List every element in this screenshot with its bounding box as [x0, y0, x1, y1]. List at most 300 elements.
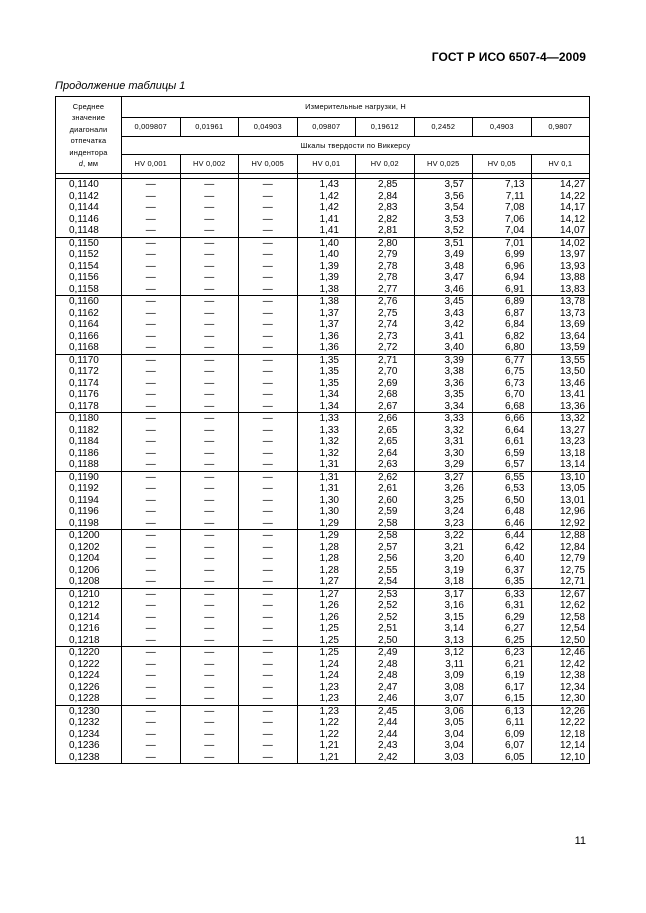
hardness-value: —: [262, 319, 273, 330]
hardness-value: 2,61: [378, 483, 398, 494]
hardness-value: 12,42: [560, 658, 586, 670]
hardness-value: —: [145, 260, 156, 272]
hardness-value: 3,53: [444, 213, 464, 225]
hardness-value: 13,93: [560, 260, 586, 272]
hardness-value: 1,35: [319, 366, 339, 377]
diagonal-value: 0,1158: [69, 283, 99, 295]
hardness-value: —: [145, 354, 156, 366]
hardness-value: 14,02: [560, 237, 586, 249]
hardness-value: 13,59: [560, 342, 586, 353]
hardness-value: —: [262, 225, 273, 236]
table-row-group: [56, 471, 590, 530]
hardness-value: 1,38: [319, 283, 339, 295]
hardness-value: 13,10: [560, 471, 586, 483]
cell-hv025: [414, 179, 473, 238]
hardness-value: 12,79: [560, 553, 586, 564]
cell-hv01: [297, 296, 356, 355]
hardness-value: 2,60: [378, 494, 398, 506]
hardness-value: —: [145, 179, 156, 190]
hardness-value: 3,38: [444, 366, 464, 377]
hardness-value: —: [204, 237, 215, 249]
hardness-value: —: [204, 225, 215, 236]
stub-line: отпечатка: [70, 136, 107, 145]
cell-hv05: [473, 237, 532, 296]
cell-hv025: [414, 237, 473, 296]
hardness-value: —: [145, 658, 156, 670]
hardness-value: 14,12: [560, 213, 586, 225]
hardness-value: 2,63: [378, 459, 398, 470]
cell-d: [56, 354, 122, 413]
hardness-value: 3,16: [444, 600, 464, 611]
hardness-value: —: [204, 517, 215, 529]
hardness-value: —: [262, 283, 273, 295]
hardness-value: —: [262, 330, 273, 342]
hardness-value: 12,75: [560, 564, 586, 576]
hardness-value: 12,54: [560, 623, 586, 634]
hardness-value: 6,75: [505, 366, 525, 377]
diagonal-value: 0,1226: [69, 681, 100, 693]
hardness-value: 6,82: [505, 330, 525, 342]
cell-hv025: [414, 647, 473, 706]
hardness-value: 1,35: [319, 354, 339, 366]
hardness-value: 1,36: [319, 342, 339, 353]
diagonal-value: 0,1190: [69, 471, 99, 483]
hardness-value: —: [145, 751, 156, 763]
cell-hv1: [531, 530, 590, 589]
hardness-value: —: [262, 611, 273, 623]
hardness-value: 1,26: [319, 611, 339, 623]
cell-hv1: [531, 354, 590, 413]
diagonal-value: 0,1162: [69, 307, 99, 319]
hardness-value: —: [204, 658, 215, 670]
hardness-value: 1,40: [319, 249, 339, 260]
hardness-value: 13,73: [560, 307, 586, 319]
diagonal-value: 0,1208: [69, 576, 100, 587]
cell-hv1: [531, 647, 590, 706]
hardness-value: 6,57: [505, 459, 525, 470]
hardness-value: 2,76: [378, 296, 398, 307]
hardness-value: —: [145, 611, 156, 623]
hardness-value: 1,31: [319, 459, 339, 470]
diagonal-value: 0,1206: [69, 564, 100, 576]
hardness-value: —: [204, 377, 215, 389]
hardness-value: 3,12: [444, 647, 464, 658]
hardness-value: 1,32: [319, 447, 339, 459]
cell-hv001: [122, 179, 181, 238]
hardness-value: 3,08: [444, 681, 464, 693]
hardness-value: —: [262, 424, 273, 436]
hardness-value: —: [262, 447, 273, 459]
hardness-value: —: [262, 681, 273, 693]
scale-header-cell: HV 0,05: [473, 155, 532, 174]
cell-hv001: [122, 296, 181, 355]
hardness-value: —: [262, 307, 273, 319]
diagonal-value: 0,1218: [69, 634, 100, 646]
hardness-value: 6,68: [505, 400, 525, 412]
hardness-value: 13,41: [560, 389, 586, 400]
hardness-value: —: [145, 377, 156, 389]
diagonal-value: 0,1212: [69, 600, 100, 611]
hardness-value: 2,44: [378, 717, 398, 728]
hardness-value: 3,20: [444, 553, 464, 564]
hardness-value: 6,07: [505, 740, 525, 751]
hardness-value: 3,46: [444, 283, 464, 295]
hardness-value: 3,24: [444, 506, 464, 517]
load-header-cell: 0,01961: [180, 118, 239, 137]
cell-hv001: [122, 647, 181, 706]
hardness-value: 3,39: [444, 354, 464, 366]
hardness-value: —: [262, 202, 273, 213]
cell-hv005: [239, 354, 298, 413]
scale-header-cell: HV 0,01: [297, 155, 356, 174]
hardness-value: 1,23: [319, 681, 339, 693]
hardness-value: 6,50: [505, 494, 525, 506]
hardness-value: 12,38: [560, 670, 586, 681]
stub-header: [56, 97, 122, 174]
diagonal-value: 0,1186: [69, 447, 99, 459]
hardness-value: —: [262, 272, 273, 283]
hardness-value: —: [204, 553, 215, 564]
hardness-value: 3,26: [444, 483, 464, 494]
hardness-value: 3,17: [444, 588, 464, 600]
hardness-value: —: [204, 681, 215, 693]
diagonal-value: 0,1144: [69, 202, 99, 213]
hardness-value: 1,41: [319, 213, 339, 225]
hardness-value: 12,96: [560, 506, 586, 517]
cell-hv001: [122, 705, 181, 764]
diagonal-value: 0,1224: [69, 670, 100, 681]
hardness-value: —: [204, 400, 215, 412]
hardness-value: 1,30: [319, 506, 339, 517]
hardness-value: 7,04: [505, 225, 525, 236]
hardness-value: 12,92: [560, 517, 586, 529]
hardness-value: —: [204, 283, 215, 295]
hardness-value: —: [204, 413, 215, 424]
hardness-value: 14,22: [560, 190, 586, 202]
diagonal-value: 0,1140: [69, 179, 99, 190]
hardness-value: 6,29: [505, 611, 525, 623]
hardness-value: 12,18: [560, 728, 586, 740]
hardness-value: 6,25: [505, 634, 525, 646]
hardness-value: 2,51: [378, 623, 398, 634]
hardness-value: 12,30: [560, 693, 586, 704]
cell-hv002: [180, 647, 239, 706]
hardness-value: —: [145, 600, 156, 611]
hardness-value: 1,22: [319, 717, 339, 728]
hardness-value: 1,33: [319, 413, 339, 424]
hardness-value: —: [145, 190, 156, 202]
hardness-value: —: [262, 670, 273, 681]
hardness-value: 6,13: [505, 705, 525, 717]
diagonal-value: 0,1150: [69, 237, 99, 249]
hardness-value: 1,34: [319, 400, 339, 412]
cell-hv02: [356, 296, 415, 355]
cell-d: [56, 237, 122, 296]
diagonal-value: 0,1182: [69, 424, 99, 436]
hardness-value: 6,33: [505, 588, 525, 600]
hardness-value: —: [145, 389, 156, 400]
hardness-value: 3,03: [444, 751, 464, 763]
hardness-value: —: [204, 623, 215, 634]
cell-hv05: [473, 530, 532, 589]
table-row-group: [56, 588, 590, 647]
hardness-value: —: [204, 354, 215, 366]
cell-hv1: [531, 237, 590, 296]
hardness-value: 3,05: [444, 717, 464, 728]
hardness-value: —: [262, 179, 273, 190]
hardness-value: —: [204, 576, 215, 587]
hardness-value: 1,39: [319, 260, 339, 272]
hardness-value: —: [145, 705, 156, 717]
hardness-value: 6,99: [505, 249, 525, 260]
cell-hv025: [414, 354, 473, 413]
hardness-value: 1,28: [319, 553, 339, 564]
cell-hv01: [297, 647, 356, 706]
hardness-value: 6,55: [505, 471, 525, 483]
hardness-value: 13,23: [560, 436, 586, 447]
hardness-value: —: [145, 330, 156, 342]
table-row-group: [56, 237, 590, 296]
cell-hv1: [531, 705, 590, 764]
hardness-value: 3,23: [444, 517, 464, 529]
hardness-value: 6,17: [505, 681, 525, 693]
cell-hv002: [180, 296, 239, 355]
hardness-value: 3,42: [444, 319, 464, 330]
hardness-value: 1,39: [319, 272, 339, 283]
hardness-value: 3,06: [444, 705, 464, 717]
hardness-value: —: [145, 670, 156, 681]
hardness-value: 6,70: [505, 389, 525, 400]
cell-hv01: [297, 179, 356, 238]
table-row-group: [56, 647, 590, 706]
hardness-value: —: [145, 693, 156, 704]
hardness-value: —: [262, 483, 273, 494]
hardness-value: —: [262, 634, 273, 646]
cell-hv002: [180, 471, 239, 530]
hardness-value: —: [204, 647, 215, 658]
cell-hv01: [297, 705, 356, 764]
hardness-value: 1,24: [319, 658, 339, 670]
hardness-value: 12,58: [560, 611, 586, 623]
hardness-value: 2,73: [378, 330, 398, 342]
cell-hv025: [414, 588, 473, 647]
hardness-value: 3,32: [444, 424, 464, 436]
hardness-value: 6,96: [505, 260, 525, 272]
cell-hv02: [356, 530, 415, 589]
stub-unit-symbol: d: [78, 159, 84, 168]
hardness-value: 3,04: [444, 728, 464, 740]
hardness-value: 6,89: [505, 296, 525, 307]
hardness-value: —: [262, 553, 273, 564]
hardness-value: —: [204, 366, 215, 377]
cell-hv002: [180, 179, 239, 238]
hardness-value: 6,31: [505, 600, 525, 611]
diagonal-value: 0,1196: [69, 506, 99, 517]
cell-hv1: [531, 413, 590, 472]
hardness-value: 1,28: [319, 541, 339, 553]
hardness-value: —: [262, 213, 273, 225]
hardness-value: —: [204, 296, 215, 307]
hardness-value: 1,24: [319, 670, 339, 681]
hardness-value: 1,27: [319, 588, 339, 600]
hardness-value: 3,51: [444, 237, 464, 249]
cell-hv001: [122, 471, 181, 530]
hardness-value: 2,71: [378, 354, 398, 366]
stub-line: индентора: [69, 147, 108, 157]
cell-d: [56, 705, 122, 764]
hardness-value: 2,67: [378, 400, 398, 412]
hardness-value: 2,52: [378, 600, 398, 611]
hardness-value: —: [262, 705, 273, 717]
cell-hv005: [239, 588, 298, 647]
hardness-value: 6,64: [505, 424, 525, 436]
hardness-value: 3,04: [444, 740, 464, 751]
hardness-value: —: [145, 483, 156, 494]
cell-hv002: [180, 354, 239, 413]
hardness-value: —: [262, 377, 273, 389]
cell-hv002: [180, 413, 239, 472]
cell-hv05: [473, 705, 532, 764]
hardness-value: 12,26: [560, 705, 586, 717]
hardness-value: 12,71: [560, 576, 586, 587]
hardness-value: 1,36: [319, 330, 339, 342]
hardness-value: —: [204, 213, 215, 225]
hardness-value: 13,50: [560, 366, 586, 377]
hardness-value: —: [262, 541, 273, 553]
hardness-value: 2,43: [378, 740, 398, 751]
hardness-value: 2,48: [378, 658, 398, 670]
hardness-value: 2,66: [378, 413, 398, 424]
hardness-value: 1,29: [319, 517, 339, 529]
hardness-value: 6,46: [505, 517, 525, 529]
hardness-value: 6,35: [505, 576, 525, 587]
hardness-value: 3,45: [444, 296, 464, 307]
diagonal-value: 0,1232: [69, 717, 100, 728]
hardness-value: 6,59: [505, 447, 525, 459]
hardness-value: 2,45: [378, 705, 398, 717]
hardness-value: 3,11: [445, 658, 464, 670]
hardness-value: 1,21: [319, 740, 339, 751]
diagonal-value: 0,1142: [69, 190, 99, 202]
hardness-value: 2,68: [378, 389, 398, 400]
hardness-value: —: [262, 693, 273, 704]
cell-hv002: [180, 705, 239, 764]
hardness-value: —: [145, 541, 156, 553]
hardness-value: —: [262, 576, 273, 587]
hardness-value: —: [145, 447, 156, 459]
hardness-value: 1,31: [319, 483, 339, 494]
hardness-value: —: [145, 342, 156, 353]
diagonal-value: 0,1230: [69, 705, 100, 717]
hardness-value: 2,52: [378, 611, 398, 623]
cell-hv025: [414, 413, 473, 472]
hardness-value: 6,09: [505, 728, 525, 740]
document-standard-header: ГОСТ Р ИСО 6507-4—2009: [431, 50, 586, 64]
hardness-value: —: [145, 576, 156, 587]
hardness-value: 2,72: [378, 342, 398, 353]
hardness-value: 1,21: [319, 751, 339, 763]
hardness-value: —: [262, 530, 273, 541]
hardness-value: —: [204, 436, 215, 447]
hardness-value: 2,62: [378, 471, 398, 483]
hardness-value: —: [262, 728, 273, 740]
hardness-value: 6,48: [505, 506, 525, 517]
hardness-value: 7,06: [505, 213, 525, 225]
hardness-value: —: [204, 190, 215, 202]
hardness-value: —: [204, 330, 215, 342]
hardness-value: —: [145, 319, 156, 330]
hardness-value: 2,57: [378, 541, 398, 553]
hardness-value: 3,54: [444, 202, 464, 213]
hardness-value: —: [262, 658, 273, 670]
cell-hv001: [122, 237, 181, 296]
hardness-value: —: [262, 400, 273, 412]
hardness-value: 12,88: [560, 530, 586, 541]
hardness-value: 6,05: [505, 751, 525, 763]
hardness-value: 3,25: [444, 494, 464, 506]
hardness-value: —: [145, 272, 156, 283]
cell-hv005: [239, 471, 298, 530]
hardness-value: —: [204, 202, 215, 213]
hardness-value: 3,19: [444, 564, 464, 576]
cell-hv1: [531, 179, 590, 238]
hardness-value: 2,55: [378, 564, 398, 576]
table-body: [56, 174, 590, 764]
hardness-value: —: [262, 517, 273, 529]
hardness-value: —: [145, 307, 156, 319]
hardness-value: 2,56: [378, 553, 398, 564]
hardness-value: 2,46: [378, 693, 398, 704]
hardness-value: 3,30: [444, 447, 464, 459]
cell-hv005: [239, 413, 298, 472]
hardness-value: 3,27: [444, 471, 464, 483]
hardness-value: 12,22: [560, 717, 586, 728]
cell-hv005: [239, 705, 298, 764]
hardness-value: —: [204, 260, 215, 272]
diagonal-value: 0,1200: [69, 530, 100, 541]
cell-hv02: [356, 588, 415, 647]
hardness-value: —: [262, 471, 273, 483]
diagonal-value: 0,1222: [69, 658, 100, 670]
hardness-value: —: [204, 389, 215, 400]
hardness-value: —: [145, 717, 156, 728]
cell-hv02: [356, 354, 415, 413]
hardness-value: —: [262, 436, 273, 447]
hardness-value: 2,74: [378, 319, 398, 330]
cell-hv05: [473, 647, 532, 706]
hardness-value: 3,35: [444, 389, 464, 400]
hardness-value: 12,84: [560, 541, 586, 553]
hardness-value: 1,40: [319, 237, 339, 249]
scale-header-cell: HV 0,02: [356, 155, 415, 174]
hardness-value: 2,78: [378, 272, 398, 283]
table-row-group: [56, 413, 590, 472]
hardness-value: 2,79: [378, 249, 398, 260]
hardness-value: 3,49: [444, 249, 464, 260]
hardness-value: 2,77: [378, 283, 398, 295]
hardness-value: 1,23: [319, 693, 339, 704]
hardness-value: 1,41: [319, 225, 339, 236]
cell-hv01: [297, 237, 356, 296]
diagonal-value: 0,1236: [69, 740, 100, 751]
diagonal-value: 0,1168: [69, 342, 99, 353]
hardness-value: 6,21: [505, 658, 525, 670]
hardness-value: —: [204, 670, 215, 681]
hardness-value: 6,87: [505, 307, 525, 319]
hardness-value: 3,47: [444, 272, 464, 283]
hardness-value: 6,42: [505, 541, 525, 553]
hardness-value: 2,59: [378, 506, 398, 517]
